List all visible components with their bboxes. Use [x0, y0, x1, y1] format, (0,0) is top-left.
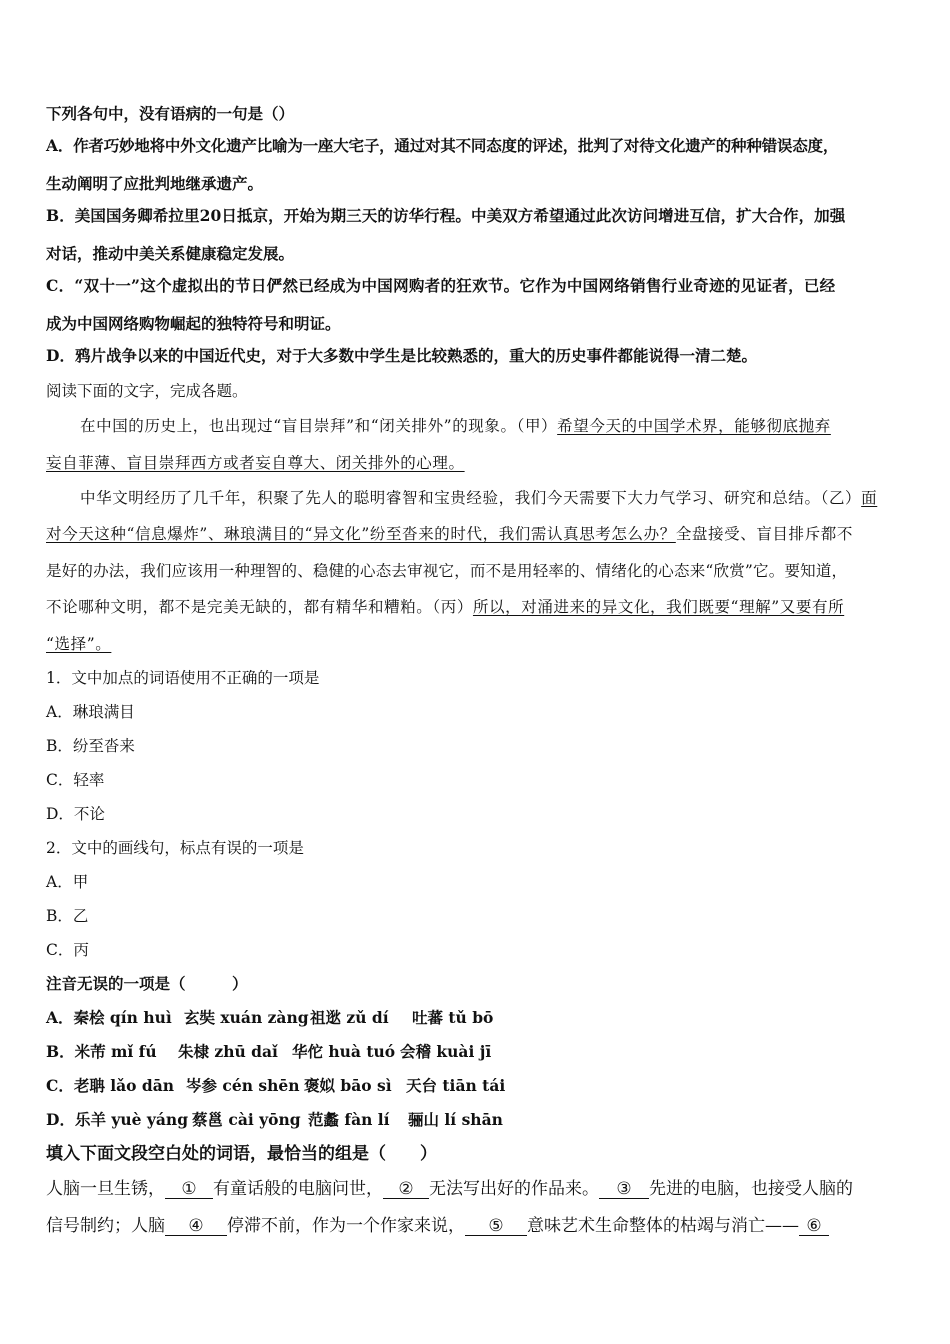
q1-option-a-line1: A．作者巧妙地将中外文化遗产比喻为一座大宅子，通过对其不同态度的评述，批判了对待文化遗产的种种错误态度，	[46, 136, 839, 155]
blank-1: ①	[165, 1180, 213, 1199]
passage-p2-text3: 不论哪种文明，都不是完美无缺的，都有精华和糟粕。（丙）	[46, 598, 473, 616]
q3-a-item3: 祖逖 zǔ dí	[310, 1008, 389, 1027]
q1-option-c-line1: C．“双十一”这个虚拟出的节日俨然已经成为中国网购者的狂欢节。它作为中国网络销售行业奇迹的见证者，已经	[46, 276, 836, 295]
q4-text-3: 无法写出好的作品来。	[429, 1179, 599, 1199]
sub2-stem: 2．文中的画线句，标点有误的一项是	[46, 839, 304, 857]
underlined-sentence-bing: 所以，对涌进来的异文化，我们既要“理解”又要有所	[472, 598, 845, 616]
blank-4: ④	[165, 1217, 227, 1236]
q3-option-b	[46, 1042, 491, 1062]
passage-p2-text2: 全盘接受、盲目排斥都不	[675, 525, 853, 543]
underlined-sentence-bing-cont: “选择”。	[46, 635, 112, 653]
underlined-sentence-yi: 面	[861, 489, 878, 507]
sub1-option-b: B．纷至沓来	[46, 737, 135, 755]
q4-text-5: 信号制约；人脑	[46, 1216, 165, 1236]
passage-p2-line3: 是好的办法，我们应该用一种理智的、稳健的心态去审视它，而不是用轻率的、情绪化的心态来“欣赏”它。要知道，	[46, 562, 848, 580]
q4-passage-line1	[46, 1178, 853, 1200]
q3-b-item2: 朱棣 zhū daǐ	[178, 1042, 278, 1061]
q4-text-7: 意味艺术生命整体的枯竭与消亡——	[527, 1216, 799, 1236]
q3-c-item4: 天台 tiān tái	[406, 1076, 506, 1095]
sub2-option-c: C．丙	[46, 941, 89, 959]
q3-option-a	[46, 1008, 493, 1028]
passage-p2-line1	[80, 488, 877, 508]
q3-stem: 注音无误的一项是（ ）	[46, 974, 248, 993]
passage-p1-line1	[80, 416, 831, 436]
q3-b-item4: 会稽 kuài jī	[400, 1042, 492, 1061]
q4-passage-line2	[46, 1215, 829, 1237]
reading-intro: 阅读下面的文字，完成各题。	[46, 382, 248, 400]
sub2-option-a: A．甲	[46, 873, 89, 891]
q3-b-item1: B．米芾 mǐ fú	[46, 1042, 157, 1061]
q1-option-a-line2: 生动阐明了应批判地继承遗产。	[46, 174, 264, 193]
sub1-option-c: C．轻率	[46, 771, 105, 789]
q4-text-4: 先进的电脑，也接受人脑的	[649, 1179, 853, 1199]
blank-5: ⑤	[465, 1217, 527, 1236]
q3-c-item3: 褒姒 bāo sì	[304, 1076, 392, 1095]
q4-stem: 填入下面文段空白处的词语，最恰当的组是（ ）	[46, 1144, 437, 1164]
q3-option-c	[46, 1076, 505, 1096]
q3-a-item1: A．秦桧 qín huì	[46, 1008, 172, 1027]
blank-3: ③	[599, 1180, 649, 1199]
q3-c-item1: C．老聃 lǎo dān	[46, 1076, 175, 1095]
sub1-stem: 1．文中加点的词语使用不正确的一项是	[46, 669, 320, 687]
q3-a-item4: 吐蕃 tǔ bō	[412, 1008, 494, 1027]
q1-stem: 下列各句中，没有语病的一句是（）	[46, 104, 295, 123]
blank-6: ⑥	[799, 1217, 829, 1236]
q3-c-item2: 岑参 cén shēn	[186, 1076, 300, 1095]
q1-option-b-line2: 对话，推动中美关系健康稳定发展。	[46, 244, 295, 263]
q4-text-2: 有童话般的电脑问世，	[213, 1179, 383, 1199]
sub2-option-b: B．乙	[46, 907, 89, 925]
sub1-option-d: D．不论	[46, 805, 105, 823]
passage-p2-text: 中华文明经历了几千年，积聚了先人的聪明睿智和宝贵经验，我们今天需要下大力气学习、研究和总结。（乙）	[80, 489, 862, 507]
passage-p2-line4	[46, 597, 844, 617]
q3-d-item1: D．乐羊 yuè yáng	[46, 1110, 189, 1129]
underlined-sentence-yi-cont: 对今天这种“信息爆炸”、琳琅满目的“异文化”纷至沓来的时代，我们需认真思考怎么办？	[46, 525, 676, 543]
q4-text-1: 人脑一旦生锈，	[46, 1179, 165, 1199]
q3-d-item2: 蔡邕 cài yōng	[192, 1110, 301, 1129]
q3-d-item3: 范蠡 fàn lí	[308, 1110, 390, 1129]
passage-p2-line2	[46, 524, 853, 544]
q3-a-item2: 玄奘 xuán zàng	[184, 1008, 309, 1027]
q1-option-c-line2: 成为中国网络购物崛起的独特符号和明证。	[46, 314, 341, 333]
passage-p1-text: 在中国的历史上，也出现过“盲目崇拜”和“闭关排外”的现象。（甲）	[80, 417, 558, 435]
q3-option-d	[46, 1110, 503, 1130]
q1-option-b-line1: B．美国国务卿希拉里20日抵京，开始为期三天的访华行程。中美双方希望通过此次访问增进互信，扩大合作，加强	[46, 206, 846, 225]
underlined-sentence-jia: 希望今天的中国学术界，能够彻底抛弃	[557, 417, 831, 435]
q3-b-item3: 华佗 huà tuó	[292, 1042, 396, 1061]
sub1-option-a: A．琳琅满目	[46, 703, 135, 721]
q3-d-item4: 骊山 lí shān	[408, 1110, 503, 1129]
q1-option-d: D．鸦片战争以来的中国近代史，对于大多数中学生是比较熟悉的，重大的历史事件都能说得一清二楚。	[46, 346, 757, 365]
underlined-sentence-jia-cont: 妄自菲薄、盲目崇拜西方或者妄自尊大、闭关排外的心理。	[46, 454, 465, 472]
blank-2: ②	[383, 1180, 429, 1199]
q4-text-6: 停滞不前，作为一个作家来说，	[227, 1216, 465, 1236]
